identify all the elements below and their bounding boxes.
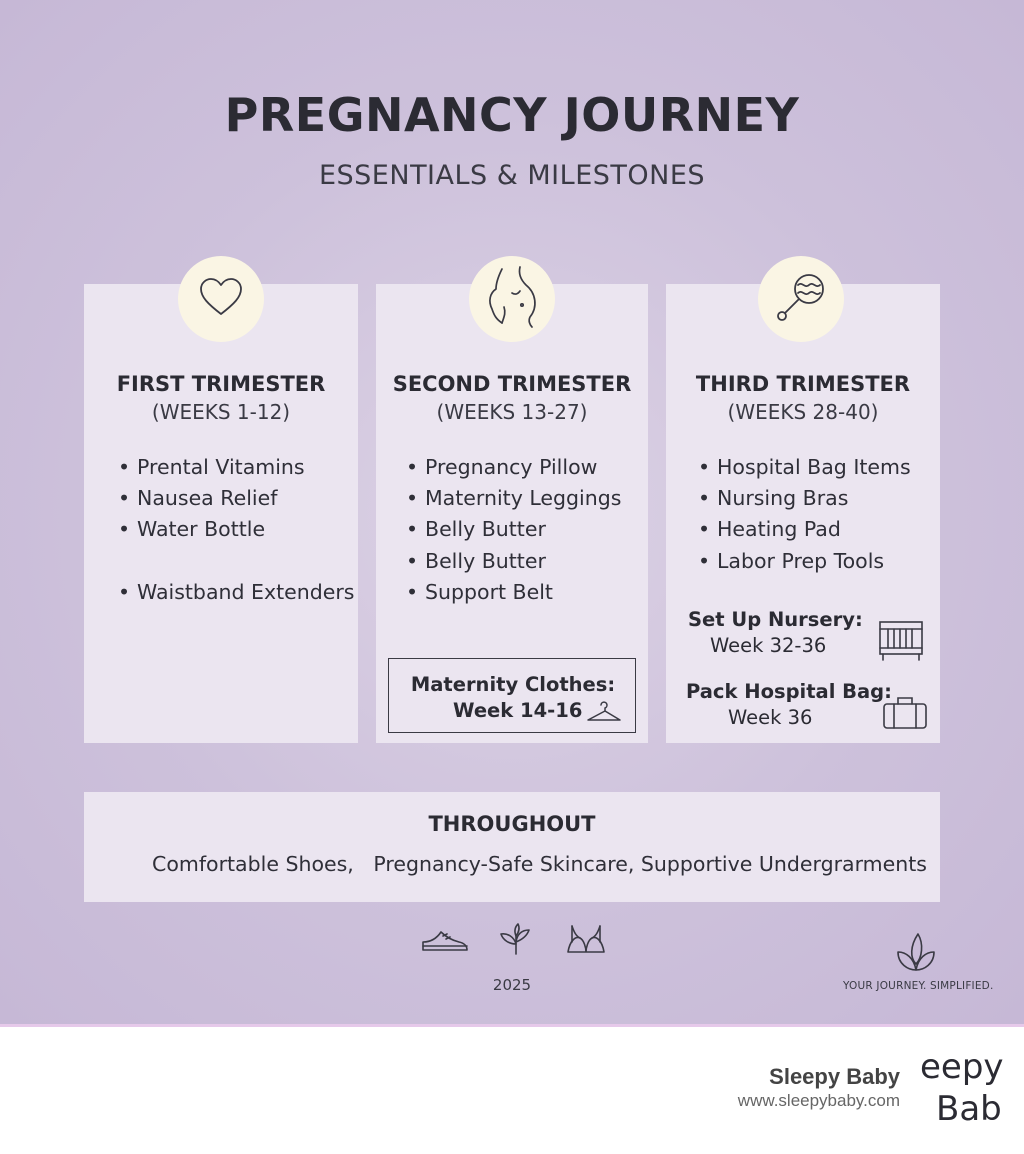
rattle-badge bbox=[758, 256, 844, 342]
nursery-milestone-when: Week 32-36 bbox=[710, 634, 827, 657]
throughout-title: THROUGHOUT bbox=[428, 812, 596, 836]
belly-badge bbox=[469, 256, 555, 342]
card-title: SECOND TRIMESTER bbox=[392, 372, 632, 396]
hanger-icon bbox=[585, 699, 623, 729]
card-weeks: (WEEKS 13-27) bbox=[436, 400, 588, 424]
first-trimester-card bbox=[84, 284, 358, 743]
pregnant-belly-icon bbox=[482, 265, 542, 333]
hospital-bag-milestone-when: Week 36 bbox=[728, 706, 813, 729]
card-title: THIRD TRIMESTER bbox=[695, 372, 911, 396]
shoe-icon bbox=[421, 922, 469, 960]
second-trimester-card bbox=[376, 284, 648, 743]
rattle-icon bbox=[773, 269, 829, 329]
card-title: FIRST TRIMESTER bbox=[116, 372, 326, 396]
brand-url: www.sleepybaby.com bbox=[737, 1091, 900, 1110]
list-item: • Prental Vitamins bbox=[118, 455, 305, 479]
list-item: • Water Bottle bbox=[118, 517, 266, 541]
list-item: • Support Belt bbox=[406, 580, 553, 604]
list-item: • Nursing Bras bbox=[698, 486, 849, 510]
list-item: • Heating Pad bbox=[698, 517, 841, 541]
list-item: • Waistband Extenders bbox=[118, 580, 355, 604]
card-weeks: (WEEKS 28-40) bbox=[727, 400, 879, 424]
throughout-section bbox=[84, 792, 940, 902]
page-subtitle: ESSENTIALS & MILESTONES bbox=[318, 160, 706, 191]
heart-icon bbox=[198, 276, 244, 322]
hospital-bag-milestone-label: Pack Hospital Bag: bbox=[686, 680, 892, 703]
tagline: YOUR JOURNEY. SIMPLIFIED. bbox=[843, 980, 994, 992]
milestone-label: Maternity Clothes: bbox=[410, 673, 616, 696]
list-item: • Belly Butter bbox=[406, 517, 546, 541]
crib-icon bbox=[878, 618, 924, 666]
bra-icon bbox=[566, 922, 606, 960]
heart-badge bbox=[178, 256, 264, 342]
leaf-logo-icon bbox=[894, 930, 938, 978]
leaf-sprout-icon bbox=[497, 922, 535, 960]
year: 2025 bbox=[492, 976, 532, 994]
suitcase-icon bbox=[882, 694, 928, 736]
list-item: • Nausea Relief bbox=[118, 486, 278, 510]
list-item: • Pregnancy Pillow bbox=[406, 455, 598, 479]
list-item: • Labor Prep Tools bbox=[698, 549, 885, 573]
brand-name: Sleepy Baby bbox=[769, 1064, 900, 1089]
card-weeks: (WEEKS 1-12) bbox=[151, 400, 291, 424]
milestone-when: Week 14-16 bbox=[453, 699, 583, 722]
throughout-items: Comfortable Shoes, Pregnancy-Safe Skincare, Supportive Undergrarments bbox=[152, 852, 927, 876]
list-item: • Belly Butter bbox=[406, 549, 546, 573]
svg-text:eepy: eepy bbox=[920, 1048, 1004, 1087]
list-item: • Hospital Bag Items bbox=[698, 455, 911, 479]
nursery-milestone-label: Set Up Nursery: bbox=[688, 608, 863, 631]
poster-edge bbox=[0, 1024, 1024, 1027]
sleepy-baby-logo bbox=[918, 1048, 1024, 1128]
list-item: • Maternity Leggings bbox=[406, 486, 622, 510]
page-title: PREGNANCY JOURNEY bbox=[224, 88, 800, 142]
maternity-clothes-milestone bbox=[388, 658, 636, 733]
svg-text:Bab: Bab bbox=[936, 1089, 1002, 1124]
third-trimester-card bbox=[666, 284, 940, 743]
